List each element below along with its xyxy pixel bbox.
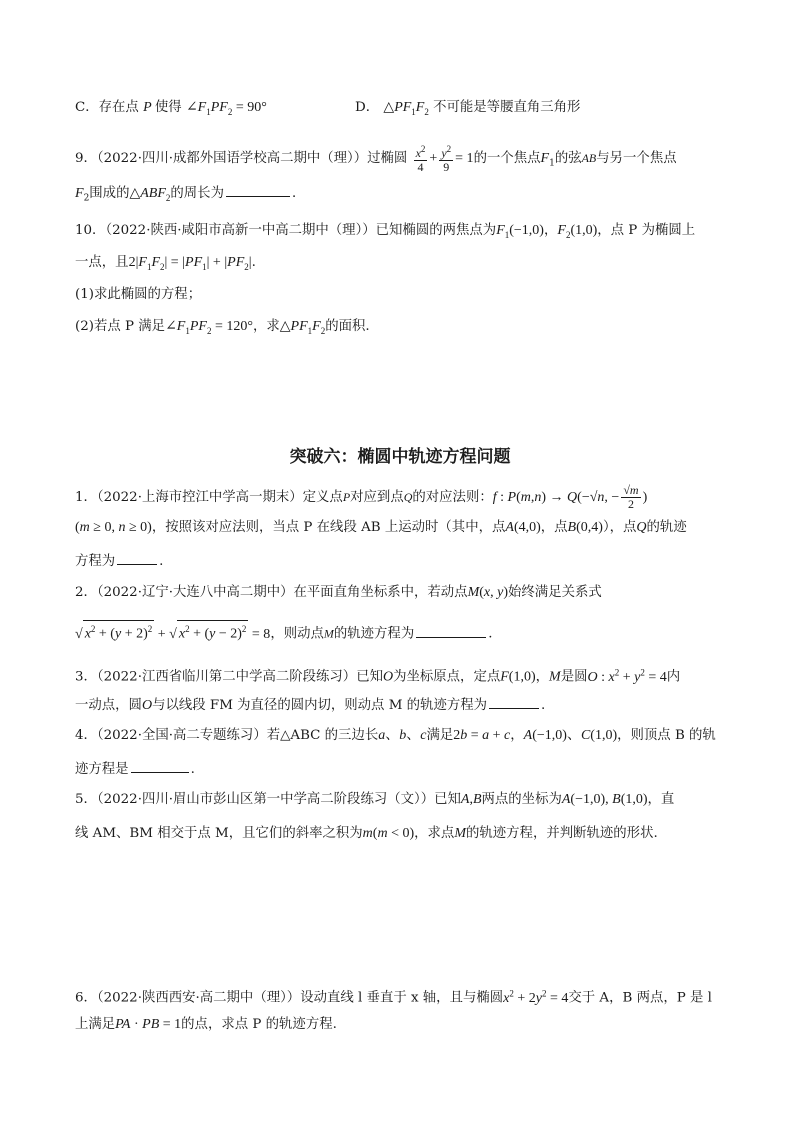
problem-4: 4．（2022·全国·高二专题练习）若△ABC 的三边长a、b、c满足2b = a + c，A(−1,0)、C(1,0)，则顶点 B 的轨	[75, 728, 716, 743]
answer-blank[interactable]	[416, 623, 486, 638]
answer-blank[interactable]	[226, 182, 290, 197]
option-d: D． $\triangle PF_1F_2$ 不可能是等腰直角三角形	[355, 100, 581, 117]
answer-blank[interactable]	[117, 550, 157, 565]
problem-5-line2: 线 AM、BM 相交于点 M，且它们的斜率之积为m(m < 0)，求点M的轨迹方程，并判断轨迹的形状.	[75, 826, 658, 841]
answer-blank[interactable]	[131, 758, 189, 773]
question-9-line2: $F_2$围成的$\triangle ABF_2$的周长为 ．	[75, 182, 305, 209]
question-10: 10．（2022·陕西·咸阳市高新一中高二期中（理））已知椭圆的两焦点为$F_1(-1,0)$，$F_2(1,0)$，点 P 为椭圆上	[75, 223, 696, 240]
problem-2: 2．（2022·辽宁·大连八中高二期中）在平面直角坐标系中，若动点M(x, y)始终满足关系式	[75, 585, 602, 600]
question-9: 9．（2022·四川·成都外国语学校高二期中（理））过椭圆 $\frac{x^2}{4}$ + $\frac{y^2}{9}$ = 1的一个焦点$F_1$的弦AB与另一个焦点	[75, 144, 677, 174]
question-10-part2: (2)若点 P 满足$\angle F_1PF_2 = 120^\circ$，求$\triangle PF_1F_2$的面积.	[75, 319, 370, 336]
question-10-part1: (1)求此椭圆的方程；	[75, 287, 202, 302]
question-10-line2: 一点，且$2|F_1F_2| = |PF_1| + |PF_2|$.	[75, 255, 256, 272]
problem-3-line2: 一动点，圆O与以线段 FM 为直径的圆内切，则动点 M 的轨迹方程为 .	[75, 694, 545, 716]
option-c: C．存在点 P 使得 $\angle F_1PF_2 = 90^\circ$	[75, 100, 267, 117]
section-title: 突破六：椭圆中轨迹方程问题	[289, 447, 511, 467]
problem-2-line2: √ $x^2 + (y + 2)^2$ + √ $x^2 + (y - 2)^2 = 8$，则动点M的轨迹方程为 .	[75, 620, 492, 645]
problem-6: 6．（2022·陕西西安·高二期中（理））设动直线 l 垂直于 x 轴，且与椭圆$x^2 + 2y^2 = 4$交于 A，B 两点，P 是 l	[75, 988, 712, 1006]
problem-3: 3．（2022·江西省临川第二中学高二阶段练习）已知O为坐标原点，定点F(1,0)，M是圆O : $x^2 + y^2 = 4$内	[75, 667, 681, 685]
problem-1-line3: 方程为 .	[75, 550, 163, 572]
problem-4-line2: 迹方程是 .	[75, 758, 195, 780]
problem-1-line2: (m ≥ 0, n ≥ 0)，按照该对应法则，当点 P 在线段 AB 上运动时（其中，点A(4,0)，点B(0,4)），点Q的轨迹	[75, 520, 687, 535]
problem-5: 5．（2022·四川·眉山市彭山区第一中学高二阶段练习（文））已知A,B两点的坐标为A(−1,0), B(1,0)，直	[75, 792, 675, 807]
answer-blank[interactable]	[489, 694, 539, 709]
problem-6-line2: 上满足PA · PB = 1的点，求点 P 的轨迹方程.	[75, 1017, 337, 1032]
problem-1: 1．（2022·上海市控江中学高一期末）定义点P对应到点Q的对应法则：f : P(m,n) → Q(−√n, − $\frac{√m}{2}$ )	[75, 483, 648, 511]
